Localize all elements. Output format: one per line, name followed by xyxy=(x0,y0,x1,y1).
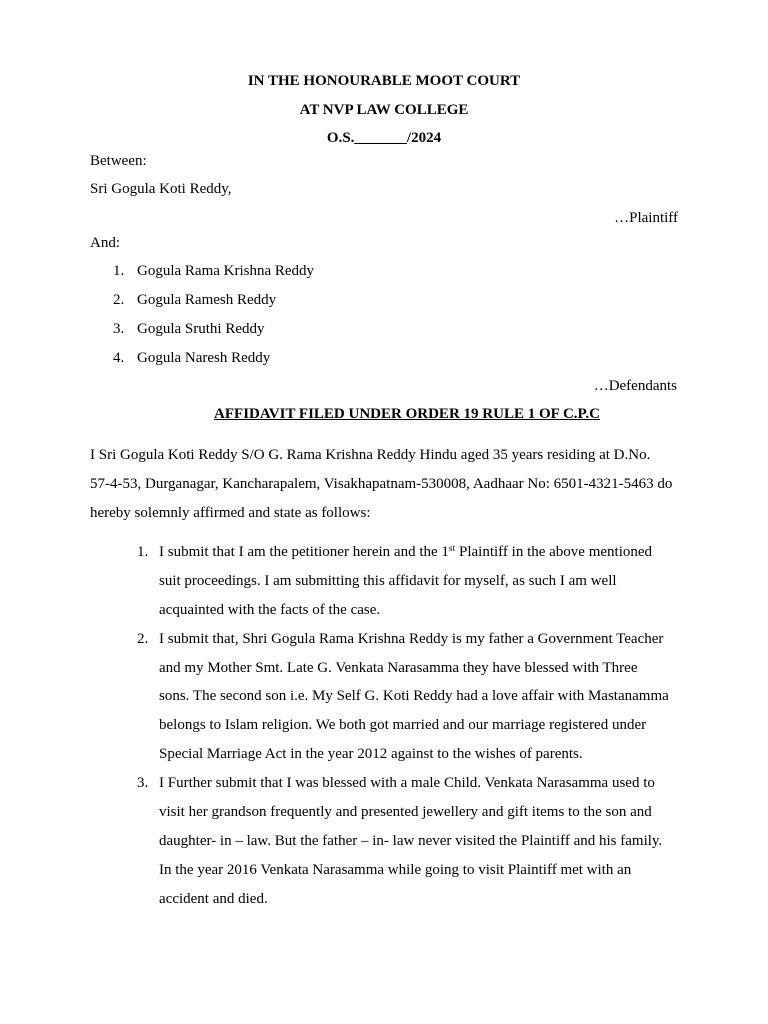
defendants-list xyxy=(0,257,768,373)
statement-line: suit proceedings. I am submitting this affidavit for myself, as such I am well xyxy=(159,572,617,589)
statement-line: accident and died. xyxy=(159,890,268,907)
court-title-line: IN THE HONOURABLE MOOT COURT xyxy=(247,73,521,89)
defendant-name: Gogula Sruthi Reddy xyxy=(137,321,265,337)
statement-line xyxy=(0,769,768,798)
statement-text: I Further submit that I was blessed with a male Child. Venkata Narasamma used to xyxy=(159,775,655,792)
paragraph-line: 57-4-53, Durganagar, Kancharapalem, Visakhapatnam-530008, Aadhaar No: 6501-4321-5463 do xyxy=(90,476,673,492)
defendant-item xyxy=(0,344,768,373)
defendant-item xyxy=(0,257,768,286)
statement-number: 2. xyxy=(137,630,149,647)
defendants-tag: …Defendants xyxy=(593,378,677,394)
affidavit-heading: AFFIDAVIT FILED UNDER ORDER 19 RULE 1 OF C.P.C xyxy=(214,406,600,422)
statement-text: I submit that, Shri Gogula Rama Krishna Reddy is my father a Government Teacher xyxy=(159,630,664,647)
statement-line xyxy=(0,538,768,567)
statement-number: 3. xyxy=(137,775,149,792)
statement-number: 1. xyxy=(137,544,149,560)
defendant-item xyxy=(0,315,768,344)
court-location-line: AT NVP LAW COLLEGE xyxy=(299,101,469,118)
paragraph-line: hereby solemnly affirmed and state as follows: xyxy=(90,505,371,521)
statement-text: Plaintiff in the above mentioned xyxy=(455,544,653,560)
defendant-number: 3. xyxy=(113,321,125,337)
statement-line: sons. The second son i.e. My Self G. Koti Reddy had a love affair with Mastanamma xyxy=(159,688,669,705)
plaintiff-name: Sri Gogula Koti Reddy, xyxy=(90,181,232,197)
suit-number-line: O.S._______/2024 xyxy=(326,130,442,146)
statement-line: acquainted with the facts of the case. xyxy=(159,601,381,618)
statement-line: visit her grandson frequently and presented jewellery and gift items to the son and xyxy=(159,804,652,821)
statement-line: In the year 2016 Venkata Narasamma while going to visit Plaintiff met with an xyxy=(159,861,632,878)
statement-line: and my Mother Smt. Late G. Venkata Narasamma they have blessed with Three xyxy=(159,659,638,676)
defendant-name: Gogula Naresh Reddy xyxy=(137,350,271,366)
defendant-number: 4. xyxy=(113,350,125,366)
court-title xyxy=(0,67,768,153)
statement-line: Special Marriage Act in the year 2012 against to the wishes of parents. xyxy=(159,746,583,763)
paragraph-line: I Sri Gogula Koti Reddy S/O G. Rama Krishna Reddy Hindu aged 35 years residing at D.No. xyxy=(90,447,651,463)
statements-list xyxy=(0,538,768,914)
defendant-number: 1. xyxy=(113,263,125,279)
plaintiff-tag: …Plaintiff xyxy=(614,210,678,226)
and-label: And: xyxy=(90,235,120,251)
statement-line: daughter- in – law. But the father – in- law never visited the Plaintiff and his family. xyxy=(159,832,663,849)
defendant-name: Gogula Ramesh Reddy xyxy=(137,292,277,308)
statement-text: I submit that I am the petitioner herein and the 1 xyxy=(159,544,449,560)
statement-line xyxy=(0,625,768,654)
defendant-name: Gogula Rama Krishna Reddy xyxy=(137,263,315,279)
between-label: Between: xyxy=(90,153,147,169)
statement-line: belongs to Islam religion. We both got married and our marriage registered under xyxy=(159,717,647,734)
defendant-number: 2. xyxy=(113,292,125,308)
ordinal-superscript: st xyxy=(448,544,456,554)
defendant-item xyxy=(0,286,768,315)
intro-paragraph xyxy=(90,441,672,528)
